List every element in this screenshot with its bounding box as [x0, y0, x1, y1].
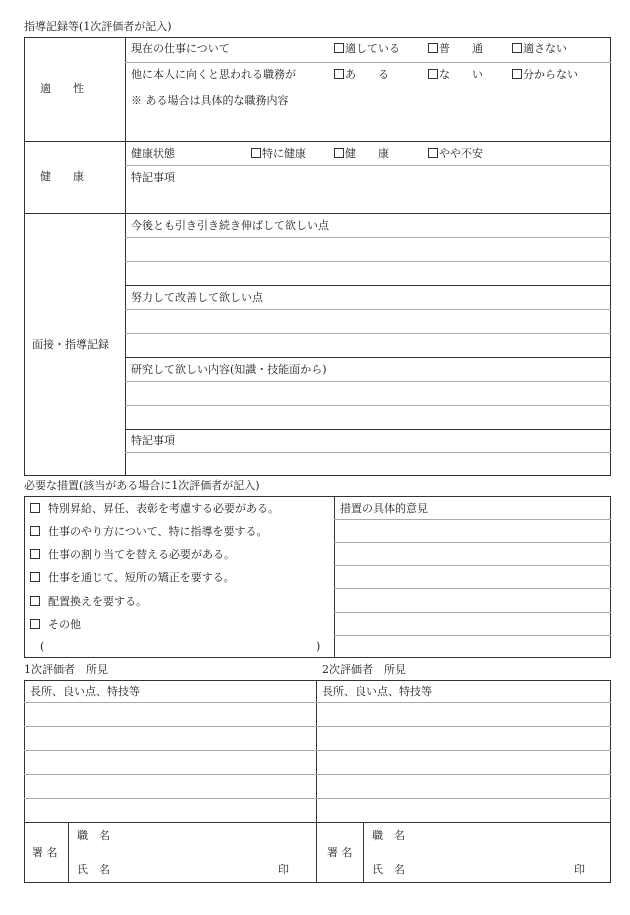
interview-improvements: 努力して改善して欲しい点: [131, 291, 263, 304]
aptitude-note: ※ ある場合は具体的な職務内容: [131, 94, 289, 107]
measures-opinion-label: 措置の具体的意見: [340, 502, 428, 515]
health-remarks-label: 特記事項: [131, 171, 175, 184]
checkbox-icon[interactable]: [30, 619, 40, 629]
option-healthy[interactable]: 健 康: [334, 147, 389, 161]
interview-research: 研究して欲しい内容(知識・技能面から): [131, 363, 327, 376]
first-seal-label: 印: [278, 863, 289, 876]
checkbox-icon[interactable]: [30, 503, 40, 513]
option-no[interactable]: な い: [428, 68, 483, 82]
checkbox-icon[interactable]: [251, 148, 261, 158]
checkbox-icon[interactable]: [428, 43, 438, 53]
checkbox-icon[interactable]: [334, 148, 344, 158]
measure-item-3[interactable]: 仕事の割り当てを替える必要がある。: [30, 548, 235, 562]
option-unsuitable[interactable]: 適さない: [512, 42, 567, 56]
checkbox-icon[interactable]: [512, 69, 522, 79]
second-evaluator-title: 2次評価者 所見: [322, 663, 406, 676]
section1-title: 指導記録等(1次評価者が記入): [24, 20, 172, 33]
checkbox-icon[interactable]: [30, 526, 40, 536]
checkbox-icon[interactable]: [334, 43, 344, 53]
health-status-label: 健康状態: [131, 147, 175, 160]
checkbox-icon[interactable]: [334, 69, 344, 79]
other-paren-close: ): [316, 640, 321, 653]
checkbox-icon[interactable]: [30, 549, 40, 559]
option-yes[interactable]: あ る: [334, 68, 389, 82]
interview-label: 面接・指導記録: [32, 338, 109, 351]
option-very-healthy[interactable]: 特に健康: [251, 147, 306, 161]
second-sign-label: 署 名: [327, 846, 353, 859]
measure-item-2[interactable]: 仕事のやり方について、特に指導を要する。: [30, 525, 268, 539]
second-seal-label: 印: [574, 863, 585, 876]
interview-strengths: 今後とも引き引き続き伸ばして欲しい点: [131, 219, 329, 232]
other-paren-open: (: [40, 640, 45, 653]
section2-title: 必要な措置(該当がある場合に1次評価者が記入): [24, 479, 260, 492]
checkbox-icon[interactable]: [30, 572, 40, 582]
second-strengths-label: 長所、良い点、特技等: [322, 685, 432, 698]
measure-item-1[interactable]: 特別昇給、昇任、表彰を考慮する必要がある。: [30, 502, 279, 516]
second-title-label: 職 名: [372, 829, 405, 842]
evaluators-table: [24, 680, 611, 883]
first-name-label: 氏 名: [77, 863, 110, 876]
first-strengths-label: 長所、良い点、特技等: [30, 685, 140, 698]
measure-item-5[interactable]: 配置換えを要する。: [30, 595, 147, 609]
option-suitable[interactable]: 適している: [334, 42, 400, 56]
checkbox-icon[interactable]: [512, 43, 522, 53]
option-unknown[interactable]: 分からない: [512, 68, 578, 82]
evaluation-table: [24, 37, 611, 476]
checkbox-icon[interactable]: [428, 69, 438, 79]
checkbox-icon[interactable]: [428, 148, 438, 158]
first-title-label: 職 名: [77, 829, 110, 842]
interview-remarks: 特記事項: [131, 434, 175, 447]
first-evaluator-title: 1次評価者 所見: [24, 663, 108, 676]
first-sign-label: 署 名: [32, 846, 58, 859]
health-label: 健 康: [40, 170, 84, 183]
aptitude-q1: 現在の仕事について: [131, 42, 230, 55]
option-slightly-worried[interactable]: やや不安: [428, 147, 483, 161]
option-average[interactable]: 普 通: [428, 42, 483, 56]
aptitude-label: 適 性: [40, 82, 84, 95]
aptitude-q2: 他に本人に向くと思われる職務が: [131, 68, 296, 81]
checkbox-icon[interactable]: [30, 596, 40, 606]
second-name-label: 氏 名: [372, 863, 405, 876]
measure-item-4[interactable]: 仕事を通じて、短所の矯正を要する。: [30, 571, 235, 585]
measure-item-6[interactable]: その他: [30, 618, 81, 632]
